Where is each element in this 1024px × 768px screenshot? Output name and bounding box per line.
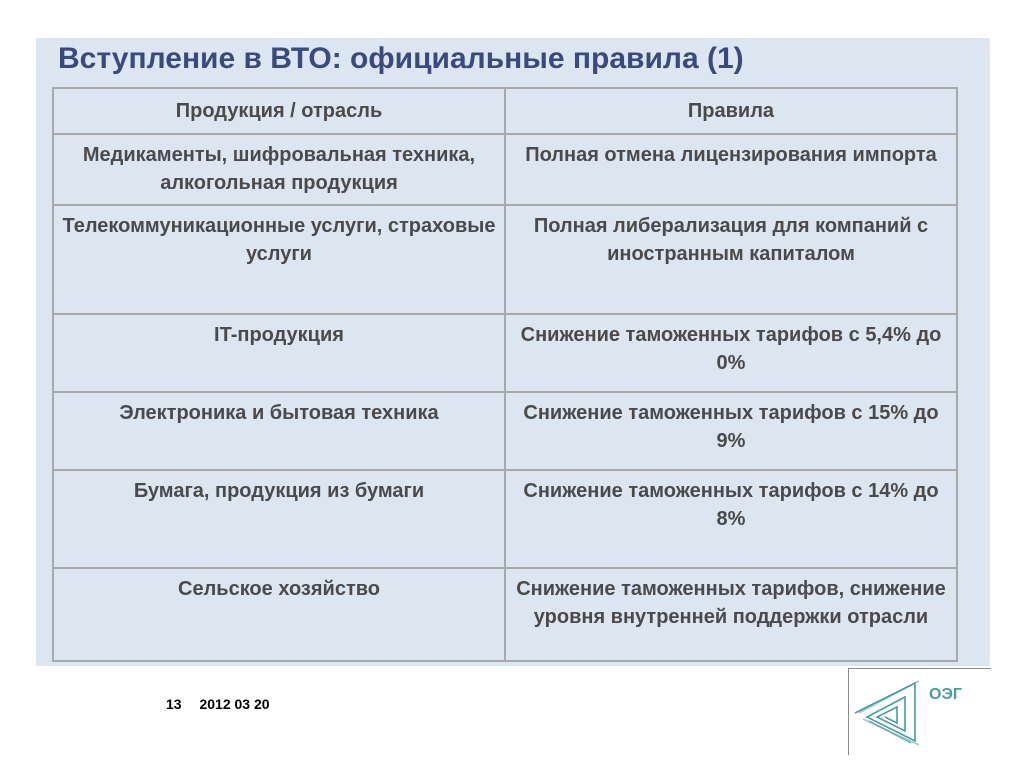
page-number: 13 <box>166 696 182 712</box>
cell-rule: Полная отмена лицензирования импорта <box>505 134 957 205</box>
cell-product: Сельское хозяйство <box>53 568 505 661</box>
table-row <box>53 470 957 568</box>
cell-rule: Полная либерализация для компаний с иностранным капиталом <box>505 205 957 314</box>
cell-rule: Снижение таможенных тарифов, снижение уровня внутренней поддержки отрасли <box>505 568 957 661</box>
slide-footer <box>166 696 270 712</box>
cell-product: Медикаменты, шифровальная техника, алкогольная продукция <box>53 134 505 205</box>
rules-table <box>52 87 958 662</box>
table-row <box>53 568 957 661</box>
cell-product: Бумага, продукция из бумаги <box>53 470 505 568</box>
cell-rule: Снижение таможенных тарифов с 5,4% до 0% <box>505 314 957 392</box>
cell-product: Телекоммуникационные услуги, страховые услуги <box>53 205 505 314</box>
table-header-row <box>53 88 957 134</box>
table-row <box>53 205 957 314</box>
logo-text: ОЭГ <box>929 686 962 703</box>
slide-date: 2012 03 20 <box>199 696 270 712</box>
header-rules: Правила <box>505 88 957 134</box>
cell-product: Электроника и бытовая техника <box>53 392 505 470</box>
slide-title: Вступление в ВТО: официальные правила (1) <box>58 42 744 75</box>
header-product: Продукция / отрасль <box>53 88 505 134</box>
company-logo <box>848 668 991 755</box>
table-row <box>53 314 957 392</box>
triangle-spiral-logo-icon <box>849 669 991 755</box>
table-row <box>53 392 957 470</box>
table-row <box>53 134 957 205</box>
cell-rule: Снижение таможенных тарифов с 14% до 8% <box>505 470 957 568</box>
cell-product: IT-продукция <box>53 314 505 392</box>
cell-rule: Снижение таможенных тарифов с 15% до 9% <box>505 392 957 470</box>
